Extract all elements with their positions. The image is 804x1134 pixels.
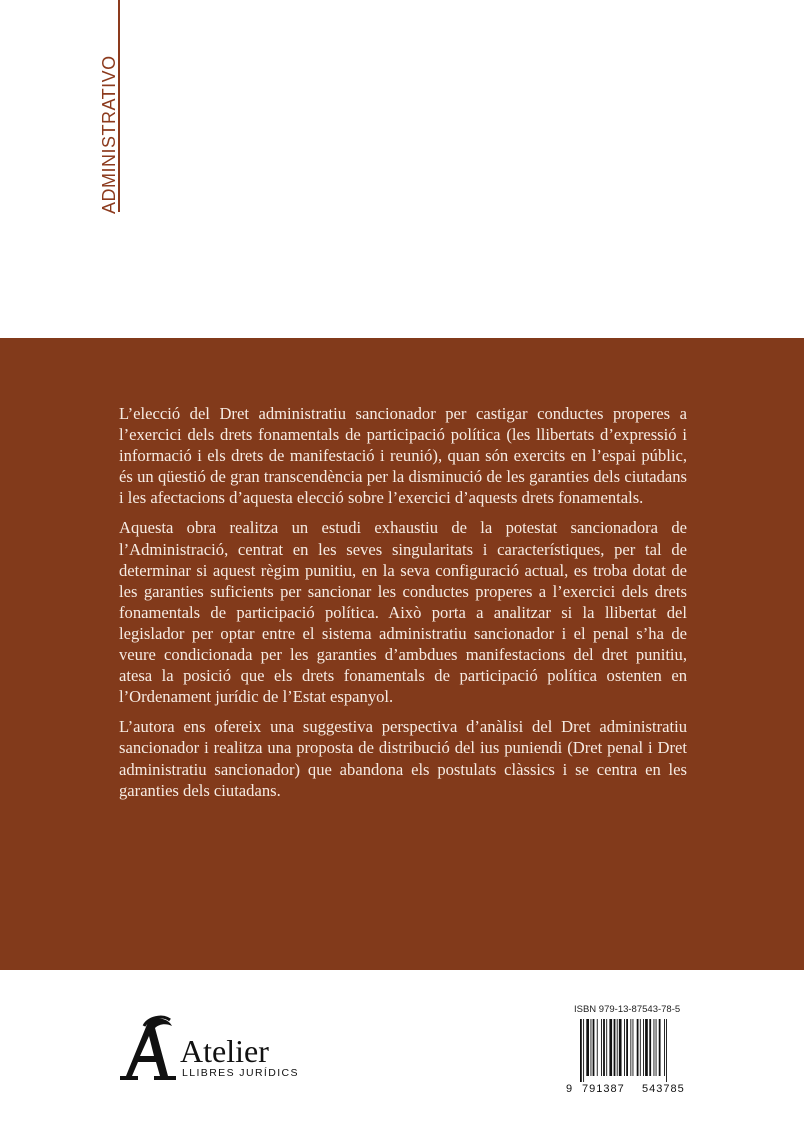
publisher-logo xyxy=(118,1014,308,1084)
barcode-bar xyxy=(624,1019,625,1076)
atelier-logo-icon xyxy=(118,1014,176,1084)
barcode-bar xyxy=(630,1019,631,1076)
isbn-barcode-block xyxy=(566,1000,698,1100)
barcode xyxy=(572,1019,698,1082)
barcode-bar xyxy=(656,1019,657,1076)
barcode-bar xyxy=(617,1019,618,1076)
barcode-bar xyxy=(593,1019,595,1076)
barcode-bar xyxy=(603,1019,605,1076)
publisher-name: Atelier xyxy=(180,1033,269,1069)
isbn-number: ISBN 979-13-87543-78-5 xyxy=(574,1004,681,1015)
barcode-bar xyxy=(583,1019,584,1082)
barcode-bar xyxy=(649,1019,651,1076)
barcode-bar xyxy=(580,1019,582,1082)
barcode-bar xyxy=(591,1019,592,1076)
barcode-bar xyxy=(664,1019,665,1076)
barcode-bar xyxy=(606,1019,607,1076)
paragraph-2: Aquesta obra realitza un estudi exhaustiu de la potestat sancionadora de l’Administració, centrat en les seves singularitats i característiques, per tal de determinar si aquest règim punitiu, en la seva configuració actual, es troba dotat de les garanties suficients per sancionar les conductes properes a l’exercici dels drets fonamentals de participació política. Això porta a analitzar si la llibertat del legislador per optar entre el sistema administratiu sancionador i el penal s’ha de veure condicionada per les garanties d’ambdues manifestacions del dret punitiu, atesa la posició que els drets fonamentals de participació política ostenten en l’Ordenament jurídic de l’Estat espanyol. xyxy=(119,518,687,707)
barcode-bar xyxy=(614,1019,616,1076)
barcode-bar xyxy=(609,1019,612,1076)
barcode-bar xyxy=(659,1019,661,1076)
paragraph-3: L’autora ens ofereix una suggestiva perspectiva d’anàlisi del Dret administratiu sancionador i realitza una proposta de distribució del ius puniendi (Dret penal i Dret administratiu sancionador) que abandona els postulats clàssics i se centra en les garanties dels ciutadans. xyxy=(119,717,687,800)
barcode-bar xyxy=(643,1019,644,1076)
barcode-digits-left: 791387 xyxy=(582,1083,625,1095)
barcode-bar xyxy=(626,1019,628,1076)
category-label: ADMINISTRATIVO xyxy=(99,55,119,214)
barcode-bar xyxy=(586,1019,589,1076)
barcode-bar xyxy=(601,1019,602,1076)
barcode-bar xyxy=(666,1019,667,1082)
barcode-bar xyxy=(645,1019,648,1076)
back-cover-text xyxy=(119,403,687,810)
paragraph-1: L’elecció del Dret administratiu sancionador per castigar conductes properes a l’exercici dels drets fonamentals de participació política (les llibertats d’expressió i informació i els drets de manifestació i reunió), quan són exercits en l’espai públic, és un qüestió de gran transcendència per la disminució de les garanties dels ciutadans i les afectacions d’aquesta elecció sobre l’exercici d’aquests drets fonamentals. xyxy=(119,404,687,508)
barcode-digit-first: 9 xyxy=(566,1083,574,1095)
barcode-digits-right: 543785 xyxy=(642,1083,685,1095)
barcode-bar xyxy=(597,1019,598,1076)
barcode-bar xyxy=(640,1019,641,1076)
barcode-bar xyxy=(619,1019,622,1076)
barcode-bar xyxy=(633,1019,634,1076)
publisher-subtitle: LLIBRES JURÍDICS xyxy=(182,1067,299,1079)
barcode-bar xyxy=(654,1019,655,1076)
barcode-bar xyxy=(637,1019,639,1076)
